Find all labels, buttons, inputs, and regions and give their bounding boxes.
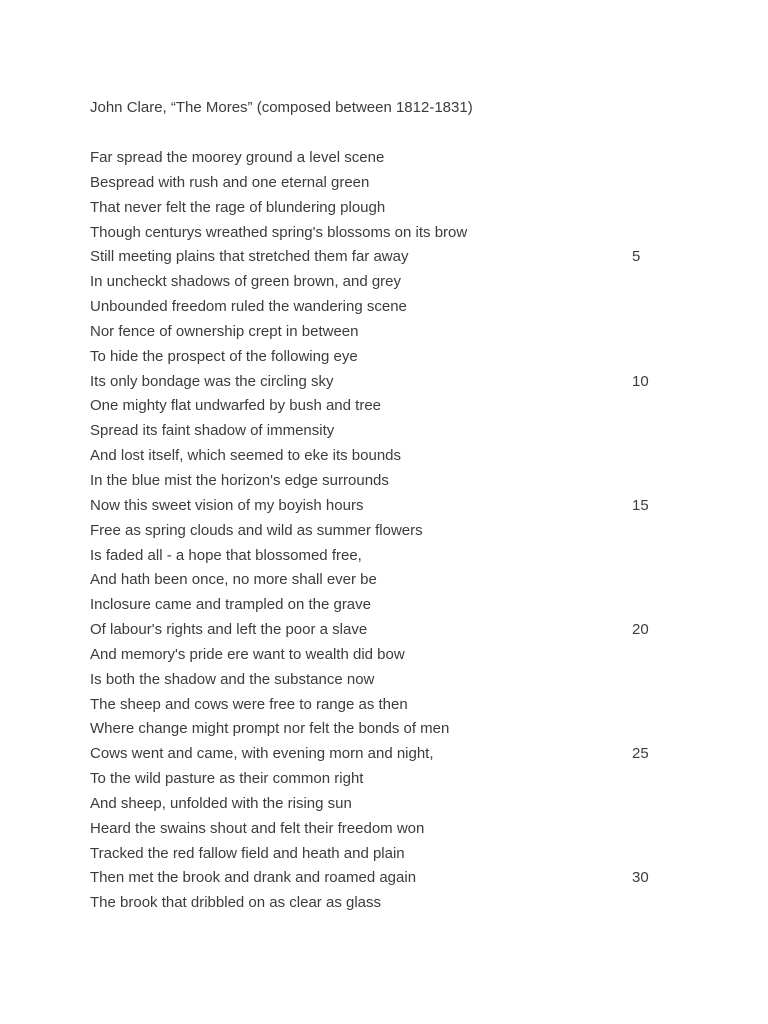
poem-line-text: The brook that dribbled on as clear as glass bbox=[90, 894, 381, 912]
poem-line bbox=[90, 546, 670, 571]
line-number: 10 bbox=[632, 372, 649, 390]
poem-line-text: Far spread the moorey ground a level scene bbox=[90, 149, 385, 166]
poem-line-text: Now this sweet vision of my boyish hours bbox=[90, 496, 364, 514]
poem-line bbox=[90, 322, 670, 347]
poem-line bbox=[90, 719, 670, 744]
poem-line-text: In the blue mist the horizon's edge surrounds bbox=[90, 471, 389, 489]
poem-line-text: Free as spring clouds and wild as summer flowers bbox=[90, 521, 423, 539]
poem-line bbox=[90, 620, 670, 645]
poem-line-text: To the wild pasture as their common right bbox=[90, 770, 364, 788]
poem-line bbox=[90, 570, 670, 595]
poem-line bbox=[90, 695, 670, 720]
poem-body bbox=[90, 148, 670, 918]
poem-line-text: Bespread with rush and one eternal green bbox=[90, 173, 370, 191]
poem-line-text: Though centurys wreathed spring's blossoms on its brow bbox=[90, 223, 468, 241]
poem-line-text: Where change might prompt nor felt the bonds of men bbox=[90, 720, 450, 738]
poem-line-text: Nor fence of ownership crept in between bbox=[90, 322, 359, 340]
poem-line bbox=[90, 347, 670, 372]
poem-line-text: Is both the shadow and the substance now bbox=[90, 670, 375, 688]
poem-line bbox=[90, 471, 670, 496]
line-number: 5 bbox=[632, 248, 641, 266]
line-number: 15 bbox=[632, 496, 649, 514]
poem-line bbox=[90, 521, 670, 546]
poem-line-text: In uncheckt shadows of green brown, and grey bbox=[90, 273, 402, 291]
poem-line-text: And sheep, unfolded with the rising sun bbox=[90, 794, 352, 812]
poem-line bbox=[90, 223, 670, 248]
poem-line bbox=[90, 645, 670, 670]
poem-line bbox=[90, 496, 670, 521]
line-number: 20 bbox=[632, 621, 649, 639]
document-page bbox=[90, 98, 670, 918]
poem-line-text: To hide the prospect of the following eye bbox=[90, 347, 358, 365]
document-title: John Clare, “The Mores” (composed between 1812-1831) bbox=[90, 99, 473, 116]
poem-line bbox=[90, 173, 670, 198]
poem-line bbox=[90, 744, 670, 769]
poem-line-text: That never felt the rage of blundering plough bbox=[90, 198, 386, 216]
poem-line bbox=[90, 297, 670, 322]
poem-line bbox=[90, 148, 670, 173]
poem-line bbox=[90, 769, 670, 794]
poem-line-text: Is faded all - a hope that blossomed free, bbox=[90, 546, 362, 564]
poem-line bbox=[90, 198, 670, 223]
poem-line-text: Its only bondage was the circling sky bbox=[90, 372, 334, 390]
poem-line bbox=[90, 794, 670, 819]
poem-line-text: Tracked the red fallow field and heath and plain bbox=[90, 844, 405, 862]
poem-line bbox=[90, 396, 670, 421]
poem-line bbox=[90, 247, 670, 272]
poem-line bbox=[90, 272, 670, 297]
poem-line-text: Inclosure came and trampled on the grave bbox=[90, 596, 371, 614]
line-number: 25 bbox=[632, 745, 649, 763]
poem-line-text: One mighty flat undwarfed by bush and tree bbox=[90, 397, 382, 415]
poem-line-text: Still meeting plains that stretched them far away bbox=[90, 248, 409, 266]
poem-line bbox=[90, 844, 670, 869]
poem-line bbox=[90, 372, 670, 397]
poem-line bbox=[90, 893, 670, 918]
poem-line-text: Of labour's rights and left the poor a slave bbox=[90, 621, 368, 639]
poem-line-text: Then met the brook and drank and roamed again bbox=[90, 869, 417, 887]
poem-line-text: Spread its faint shadow of immensity bbox=[90, 422, 335, 440]
poem-line bbox=[90, 421, 670, 446]
poem-line bbox=[90, 446, 670, 471]
poem-line bbox=[90, 819, 670, 844]
poem-line bbox=[90, 670, 670, 695]
poem-line-text: Heard the swains shout and felt their freedom won bbox=[90, 819, 425, 837]
poem-line-text: The sheep and cows were free to range as then bbox=[90, 695, 408, 713]
poem-line-text: And memory's pride ere want to wealth did bow bbox=[90, 645, 405, 663]
poem-line bbox=[90, 595, 670, 620]
line-number: 30 bbox=[632, 869, 649, 887]
poem-line-text: Cows went and came, with evening morn and night, bbox=[90, 745, 434, 763]
poem-line-text: And lost itself, which seemed to eke its bounds bbox=[90, 447, 402, 465]
poem-line bbox=[90, 868, 670, 893]
poem-line-text: Unbounded freedom ruled the wandering scene bbox=[90, 298, 407, 316]
poem-line-text: And hath been once, no more shall ever be bbox=[90, 571, 377, 589]
